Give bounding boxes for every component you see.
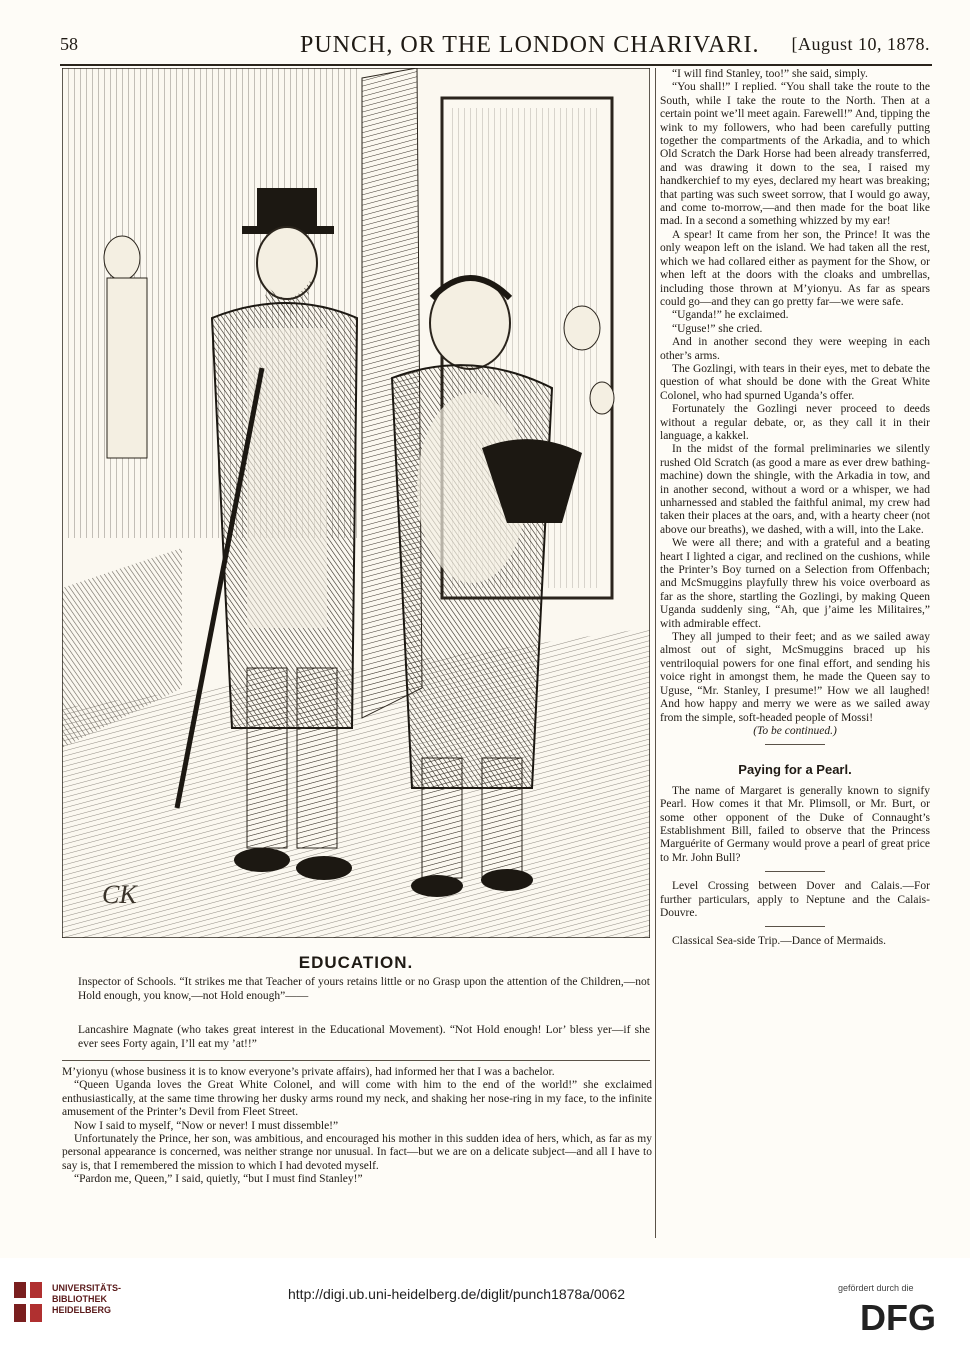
library-name-line: BIBLIOTHEK: [52, 1294, 107, 1304]
paragraph: And in another second they were weeping in each other’s arms.: [660, 336, 930, 362]
lower-column-text: [62, 1066, 652, 1187]
artist-signature: CK: [102, 880, 137, 909]
university-logo-icon: [12, 1278, 44, 1326]
to-be-continued: (To be continued.): [753, 724, 837, 737]
library-name-line: HEIDELBERG: [52, 1305, 112, 1315]
section-rule: [765, 871, 825, 872]
top-hat: [257, 188, 317, 230]
header-rule: [60, 64, 932, 66]
source-url-link[interactable]: http://digi.ub.uni-heidelberg.de/diglit/punch1878a/0062: [288, 1286, 626, 1302]
paragraph: “I will find Stanley, too!” she said, simply.: [672, 68, 868, 80]
paragraph: The Gozlingi, with tears in their eyes, met to debate the question of what should be done with the Great White Colonel, who had spurned Uganda’s offer.: [660, 362, 930, 402]
cartoon-illustration: [62, 68, 650, 938]
funded-by-label: gefördert durch die: [838, 1283, 914, 1293]
caption-title: EDUCATION.: [298, 953, 414, 972]
paragraph: “Pardon me, Queen,” I said, quietly, “but I must find Stanley!”: [74, 1173, 363, 1186]
issue-date: [August 10, 1878.: [791, 34, 930, 54]
dfg-logo-icon: [860, 1298, 956, 1334]
dfg-logo-text: DFG: [860, 1298, 936, 1334]
paragraph: Unfortunately the Prince, her son, was ambitious, and encouraged his mother in this sudden idea of hers, which, as far as my personal appearance is concerned, was neither strange nor unusual. In fact—but we are on a delicate subject—and all I have to say is, that I remembered the mission to which I had devoted myself.: [62, 1133, 652, 1172]
library-name-line: UNIVERSITÄTS-: [52, 1283, 122, 1293]
paragraph: “You shall!” I replied. “You shall take the route to the South, while I take the route to the North. Then at a certain point we’ll meet again. Farewell!” And, tipping the wink to my followers, who had been carefully putting together the compartments of the Arkadia, and to which Old Scratch the Dark Horse had been already transferred, and was drawing it down to the sea, I raised my handkerchief to my eyes, declared my heart was breaking; that parting was such sweet sorrow, that I would go away, and come to-morrow,—and then made for the boat like mad. In a second a something whizzed by my ear!: [660, 81, 930, 228]
section-rule: [765, 926, 825, 927]
column-rule: [655, 68, 656, 1238]
paragraph: Now I said to myself, “Now or never! I must dissemble!”: [74, 1119, 339, 1132]
section-title-pearl: Paying for a Pearl.: [738, 762, 852, 778]
right-column: [660, 68, 930, 949]
library-name: [52, 1283, 121, 1316]
page-header: [60, 32, 930, 62]
digitization-footer: [0, 1258, 970, 1355]
paragraph: “Uganda!” he exclaimed.: [672, 309, 789, 322]
paragraph: Classical Sea-side Trip.—Dance of Mermaids.: [672, 935, 886, 948]
caption-rule: [62, 1060, 650, 1061]
paragraph: In the midst of the formal preliminaries we silently rushed Old Scratch (as good a mare as ever drew bathing-machine) down the shingle, with the Arkadia in tow, and in another second, without a word or a whisper, we had unharnessed and stabled the faithful animal, my crew had taken their places at the oars, and, with a hearty cheer (not above our breaths), we dashed, with a will, into the Lake.: [660, 443, 930, 536]
paragraph: Level Crossing between Dover and Calais.—For further particulars, apply to Neptune and the Calais-Douvre.: [660, 880, 930, 919]
caption-inspector-line: Inspector of Schools. “It strikes me that Teacher of yours retains little or no Grasp upon the attention of the Children,—not Hold enough, you know,—not Hold enough”——: [78, 976, 650, 1002]
paragraph: M’yionyu (whose business it is to know everyone’s private affairs), had informed her that I was a bachelor.: [62, 1066, 555, 1078]
caption-magnate-line: Lancashire Magnate (who takes great interest in the Educational Movement). “Not Hold enough! Lor’ bless yer—if she ever sees Forty again, I’ll eat my ’at!!”: [78, 1024, 650, 1050]
paragraph: Fortunately the Gozlingi never proceed to deeds without a regular debate, or, as they call it in their language, a kakkel.: [660, 403, 930, 442]
paragraph: “Uguse!” she cried.: [672, 322, 763, 335]
page-number: 58: [60, 34, 78, 54]
masthead-title: PUNCH, OR THE LONDON CHARIVARI.: [300, 32, 760, 58]
paragraph: “Queen Uganda loves the Great White Colonel, and will come with him to the end of the world!” she exclaimed enthusiastically, at the same time throwing her dusky arms round my neck, and shaking her nose-ring in my face, to the infinite amusement of the Printer’s Devil from Fleet Street.: [62, 1079, 652, 1119]
paragraph: A spear! It came from her son, the Prince! It was the only weapon left on the island. We had taken all the rest, which we had collared either as payment for the Show, or when left at the doors with the cloaks and umbrellas, including those thrown at M’yionyu. As far as spears could go—and they can go pretty far—we were safe.: [660, 228, 930, 308]
paragraph: The name of Margaret is generally known to signify Pearl. How comes it that Mr. Plimsoll, or Mr. Burt, or some other opponent of the Duke of Connaught’s Establishment Bill, failed to observe that the Princess Marguérite of Germany would prove a pearl of great price to Mr. John Bull?: [660, 784, 930, 864]
paragraph: We were all there; and with a grateful and a beating heart I lighted a cigar, and reclined on the cushions, while the Printer’s Boy turned on a Selection from Offenbach; and McSmuggins playfully threw his voice overboard as far as the shore, startling the Gozlingi, by making Queen Uganda suddenly sing, “Ah, que j’aime les Militaires,” with admirable effect.: [660, 537, 930, 630]
section-rule: [765, 744, 825, 745]
paragraph: They all jumped to their feet; and as we sailed away almost out of sight, McSmuggins braced up his ventriloquial powers for one final effort, and sending his voice right in amongst them, he made the Queen say to Uguse, “Mr. Stanley, I presume!” How we all laughed! And how happy and merry we were as we sailed away from the simple, soft-headed people of Mossi!: [660, 631, 930, 724]
